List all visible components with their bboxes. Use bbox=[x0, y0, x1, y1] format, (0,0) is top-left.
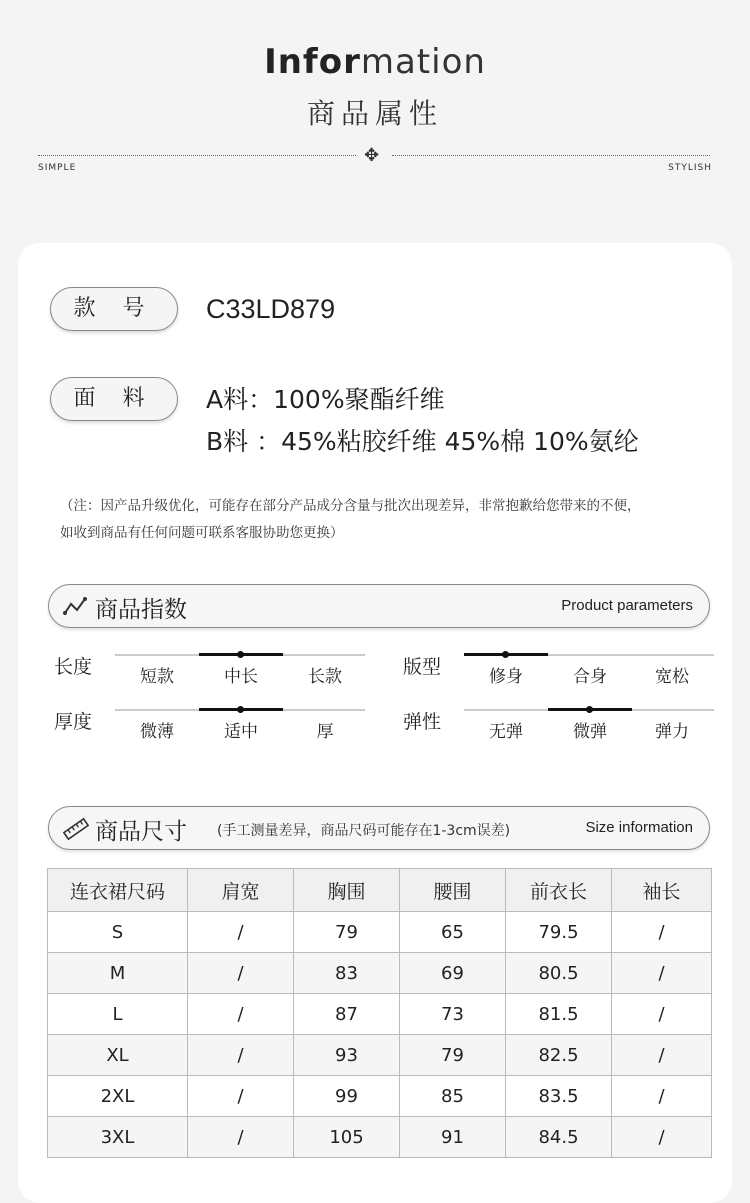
size-title-en: Size information bbox=[585, 819, 693, 836]
table-row bbox=[48, 953, 712, 994]
table-cell: 65 bbox=[400, 912, 506, 953]
divider-right bbox=[392, 155, 710, 156]
table-cell: 82.5 bbox=[506, 1035, 612, 1076]
size-section-header bbox=[48, 806, 710, 850]
tag-stylish: STYLISH bbox=[668, 163, 712, 173]
table-header-cell: 前衣长 bbox=[506, 869, 612, 912]
param-option: 中长 bbox=[224, 667, 258, 687]
param-selected-dot bbox=[237, 706, 244, 713]
table-row bbox=[48, 1035, 712, 1076]
table-header-cell: 腰围 bbox=[400, 869, 506, 912]
table-cell: S bbox=[48, 912, 188, 953]
table-cell: 81.5 bbox=[506, 994, 612, 1035]
table-cell: 105 bbox=[294, 1117, 400, 1158]
tag-simple: SIMPLE bbox=[38, 163, 77, 173]
table-cell: 83 bbox=[294, 953, 400, 994]
param-option: 长款 bbox=[308, 667, 342, 687]
table-header-cell: 肩宽 bbox=[188, 869, 294, 912]
table-cell: 84.5 bbox=[506, 1117, 612, 1158]
params-title: 商品指数 bbox=[95, 597, 187, 623]
table-cell: 91 bbox=[400, 1117, 506, 1158]
style-number-value: C33LD879 bbox=[206, 294, 336, 324]
table-cell: / bbox=[612, 1035, 712, 1076]
table-cell: 79 bbox=[400, 1035, 506, 1076]
param-label: 厚度 bbox=[54, 711, 93, 733]
size-table bbox=[47, 868, 712, 1158]
param-option: 微弹 bbox=[573, 722, 607, 742]
table-cell: / bbox=[612, 953, 712, 994]
param-selected-dot bbox=[237, 651, 244, 658]
table-cell: / bbox=[188, 912, 294, 953]
param-label: 长度 bbox=[54, 656, 93, 678]
table-cell: 69 bbox=[400, 953, 506, 994]
table-cell: 93 bbox=[294, 1035, 400, 1076]
param-selected-dot bbox=[586, 706, 593, 713]
table-cell: / bbox=[188, 1117, 294, 1158]
table-row bbox=[48, 912, 712, 953]
divider-left bbox=[38, 155, 356, 156]
table-cell: 3XL bbox=[48, 1117, 188, 1158]
fabric-a-value: A料：100%聚酯纤维 bbox=[206, 385, 445, 414]
table-row bbox=[48, 1076, 712, 1117]
title-rest: mation bbox=[360, 42, 486, 82]
param-option: 修身 bbox=[489, 667, 523, 687]
table-cell: 83.5 bbox=[506, 1076, 612, 1117]
param-option: 短款 bbox=[140, 667, 174, 687]
table-cell: / bbox=[612, 994, 712, 1035]
table-row bbox=[48, 1117, 712, 1158]
table-cell: 79.5 bbox=[506, 912, 612, 953]
param-label: 版型 bbox=[403, 656, 442, 678]
note-line-2: 如收到商品有任何问题可联系客服协助您更换） bbox=[60, 525, 344, 541]
page-title bbox=[0, 42, 750, 82]
style-number-label: 款 号 bbox=[50, 287, 178, 331]
table-cell: / bbox=[612, 1076, 712, 1117]
table-cell: 80.5 bbox=[506, 953, 612, 994]
table-cell: / bbox=[612, 1117, 712, 1158]
size-title: 商品尺寸 bbox=[95, 819, 187, 845]
table-cell: / bbox=[188, 953, 294, 994]
param-option: 厚 bbox=[316, 722, 334, 742]
table-header-cell: 连衣裙尺码 bbox=[48, 869, 188, 912]
table-cell: / bbox=[188, 1035, 294, 1076]
table-cell: 79 bbox=[294, 912, 400, 953]
trend-line-icon bbox=[63, 596, 87, 620]
table-cell: 2XL bbox=[48, 1076, 188, 1117]
table-cell: / bbox=[188, 1076, 294, 1117]
param-label: 弹性 bbox=[403, 711, 442, 733]
fabric-label: 面 料 bbox=[50, 377, 178, 421]
param-option: 适中 bbox=[224, 722, 258, 742]
table-cell: M bbox=[48, 953, 188, 994]
params-section-header bbox=[48, 584, 710, 628]
fabric-b-value: B料 ：45%粘胶纤维 45%棉 10%氨纶 bbox=[206, 427, 639, 456]
param-option: 微薄 bbox=[140, 722, 174, 742]
param-option: 宽松 bbox=[655, 667, 689, 687]
table-header-cell: 胸围 bbox=[294, 869, 400, 912]
page-subtitle: 商品属性 bbox=[306, 97, 443, 130]
four-point-star-icon: ✥ bbox=[364, 145, 380, 166]
param-selected-dot bbox=[502, 651, 509, 658]
table-cell: L bbox=[48, 994, 188, 1035]
table-cell: 99 bbox=[294, 1076, 400, 1117]
table-row bbox=[48, 994, 712, 1035]
table-cell: XL bbox=[48, 1035, 188, 1076]
table-cell: 85 bbox=[400, 1076, 506, 1117]
table-cell: 87 bbox=[294, 994, 400, 1035]
size-hint: (手工测量差异，商品尺码可能存在1-3cm误差) bbox=[217, 823, 511, 839]
note-line-1: （注：因产品升级优化，可能存在部分产品成分含量与批次出现差异，非常抱歉给您带来的不便， bbox=[60, 498, 641, 514]
table-header-cell: 袖长 bbox=[612, 869, 712, 912]
table-cell: 73 bbox=[400, 994, 506, 1035]
table-cell: / bbox=[612, 912, 712, 953]
table-cell: / bbox=[188, 994, 294, 1035]
param-option: 弹力 bbox=[655, 722, 689, 742]
param-option: 无弹 bbox=[489, 722, 523, 742]
param-option: 合身 bbox=[573, 667, 607, 687]
ruler-icon bbox=[63, 818, 89, 844]
table-header-row bbox=[48, 869, 712, 912]
params-title-en: Product parameters bbox=[561, 597, 693, 614]
title-bold: Infor bbox=[264, 42, 361, 82]
